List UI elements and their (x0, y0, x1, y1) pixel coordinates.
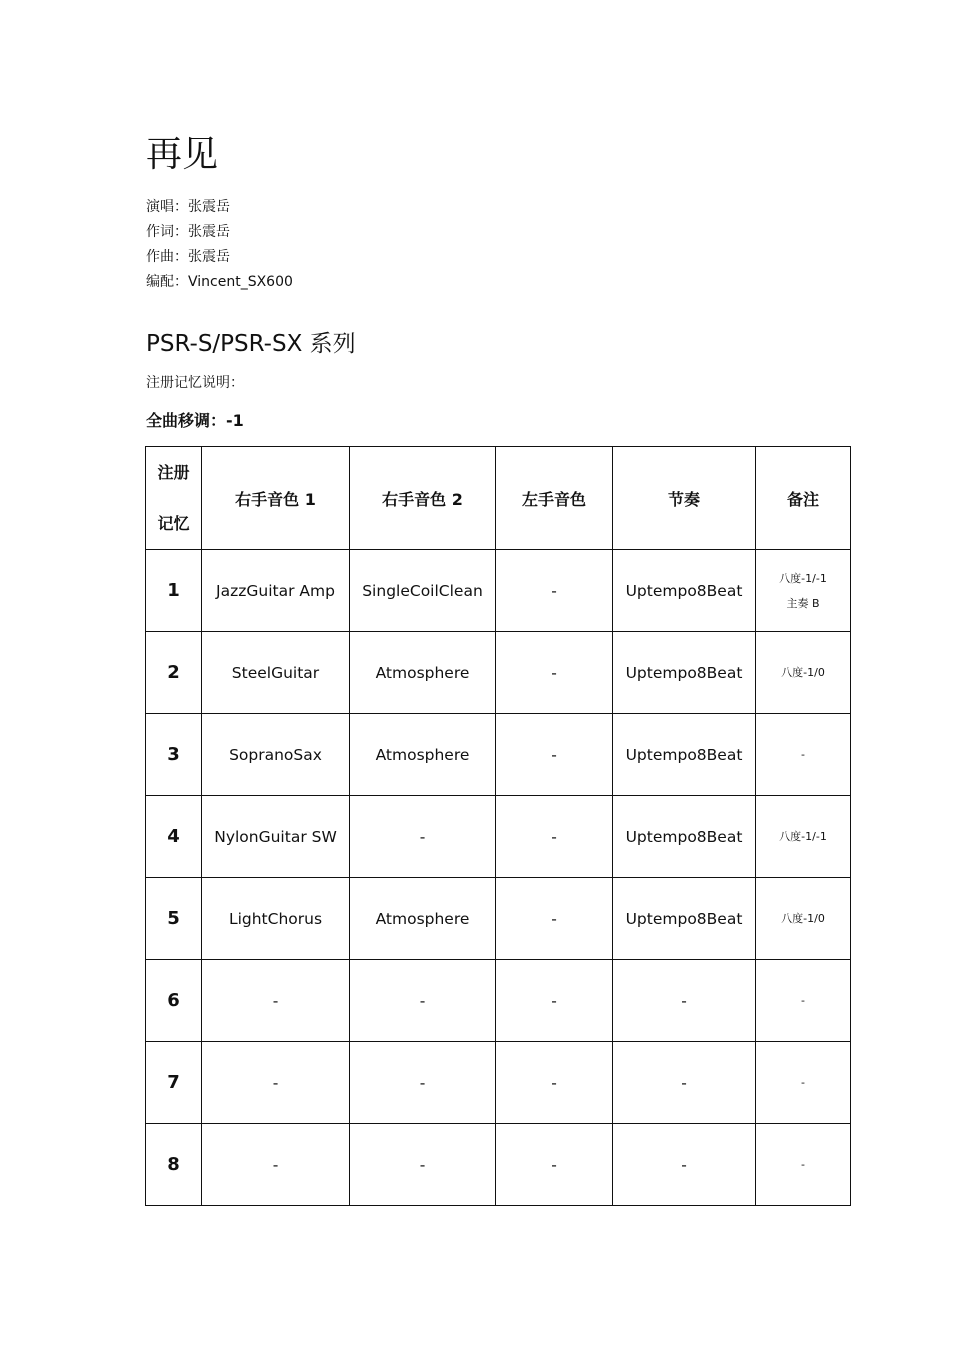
cell-rhythm: - (613, 960, 756, 1042)
cell-right-voice-2: - (350, 1042, 496, 1124)
cell-rhythm: - (613, 1124, 756, 1206)
cell-right-voice-1: NylonGuitar SW (202, 796, 350, 878)
cell-memory: 2 (146, 632, 202, 714)
remark-line: 八度-1/-1 (779, 571, 827, 585)
cell-left-voice: - (496, 1124, 613, 1206)
cell-memory: 6 (146, 960, 202, 1042)
cell-remark: - (756, 714, 851, 796)
cell-remark: 八度-1/0 (756, 878, 851, 960)
header-remark: 备注 (756, 447, 851, 550)
table-row (146, 878, 851, 960)
registration-table (145, 446, 851, 1206)
cell-left-voice: - (496, 714, 613, 796)
cell-rhythm: Uptempo8Beat (613, 632, 756, 714)
table-row (146, 632, 851, 714)
cell-right-voice-2: - (350, 960, 496, 1042)
cell-memory: 8 (146, 1124, 202, 1206)
cell-memory: 4 (146, 796, 202, 878)
table-row (146, 714, 851, 796)
cell-remark (756, 550, 851, 632)
header-memory-line1: 注册 (157, 463, 190, 482)
credit-singer (146, 195, 293, 220)
cell-rhythm: - (613, 1042, 756, 1124)
cell-remark: 八度-1/-1 (756, 796, 851, 878)
cell-rhythm: Uptempo8Beat (613, 878, 756, 960)
table-row (146, 1124, 851, 1206)
cell-right-voice-1: JazzGuitar Amp (202, 550, 350, 632)
credit-value: Vincent_SX600 (188, 274, 293, 290)
cell-left-voice: - (496, 1042, 613, 1124)
credit-lyricist (146, 220, 293, 245)
cell-left-voice: - (496, 796, 613, 878)
header-rhythm: 节奏 (613, 447, 756, 550)
cell-memory: 7 (146, 1042, 202, 1124)
credit-label: 作词： (146, 224, 188, 240)
table-row (146, 796, 851, 878)
remark-line: 主奏 B (786, 596, 820, 610)
header-left-voice: 左手音色 (496, 447, 613, 550)
credit-value: 张震岳 (188, 199, 230, 215)
cell-left-voice: - (496, 550, 613, 632)
table-row (146, 1042, 851, 1124)
song-title: 再见 (146, 134, 219, 175)
cell-memory: 3 (146, 714, 202, 796)
table-row (146, 960, 851, 1042)
cell-left-voice: - (496, 632, 613, 714)
cell-right-voice-1: SteelGuitar (202, 632, 350, 714)
header-right-voice-2: 右手音色 2 (350, 447, 496, 550)
header-right-voice-1: 右手音色 1 (202, 447, 350, 550)
transpose-info: 全曲移调：-1 (146, 411, 244, 430)
cell-right-voice-1: LightChorus (202, 878, 350, 960)
cell-right-voice-1: - (202, 960, 350, 1042)
cell-remark: - (756, 1124, 851, 1206)
cell-left-voice: - (496, 960, 613, 1042)
cell-remark: 八度-1/0 (756, 632, 851, 714)
cell-right-voice-2: - (350, 796, 496, 878)
cell-remark: - (756, 1042, 851, 1124)
cell-right-voice-1: - (202, 1042, 350, 1124)
cell-rhythm: Uptempo8Beat (613, 796, 756, 878)
credit-label: 演唱： (146, 199, 188, 215)
cell-right-voice-1: SopranoSax (202, 714, 350, 796)
header-memory (146, 447, 202, 550)
registration-note: 注册记忆说明： (146, 375, 244, 391)
credit-value: 张震岳 (188, 224, 230, 240)
table-row (146, 550, 851, 632)
credit-arranger (146, 270, 293, 295)
cell-rhythm: Uptempo8Beat (613, 714, 756, 796)
credits-block (146, 195, 293, 295)
cell-memory: 1 (146, 550, 202, 632)
cell-right-voice-2: Atmosphere (350, 632, 496, 714)
header-memory-line2: 记忆 (157, 514, 190, 533)
cell-right-voice-2: Atmosphere (350, 878, 496, 960)
series-heading: PSR-S/PSR-SX 系列 (146, 331, 356, 357)
cell-right-voice-2: Atmosphere (350, 714, 496, 796)
credit-label: 作曲： (146, 249, 188, 265)
cell-right-voice-2: SingleCoilClean (350, 550, 496, 632)
credit-label: 编配： (146, 274, 188, 290)
credit-composer (146, 245, 293, 270)
credit-value: 张震岳 (188, 249, 230, 265)
table-header-row (146, 447, 851, 550)
cell-memory: 5 (146, 878, 202, 960)
cell-right-voice-1: - (202, 1124, 350, 1206)
cell-rhythm: Uptempo8Beat (613, 550, 756, 632)
cell-left-voice: - (496, 878, 613, 960)
cell-remark: - (756, 960, 851, 1042)
cell-right-voice-2: - (350, 1124, 496, 1206)
